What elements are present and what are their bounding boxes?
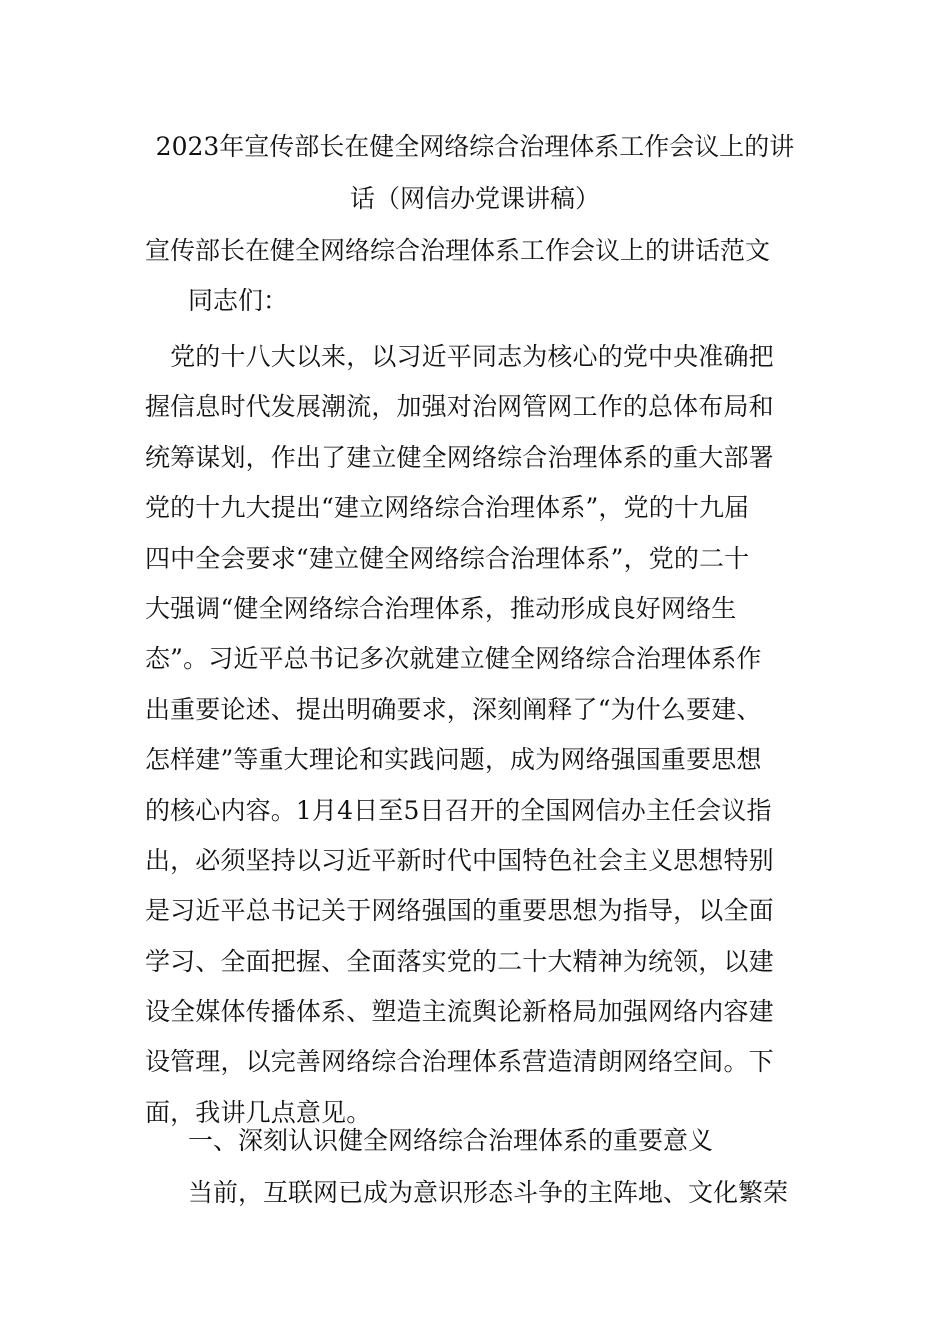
paragraph-line: 学习、全面把握、全面落实党的二十大精神为统领，以建 [145,946,774,976]
paragraph-line: 出，必须坚持以习近平新时代中国特色社会主义思想特别 [145,845,774,875]
title-line-2: 话（网信办党课讲稿） [349,184,600,213]
paragraph-line: 的核心内容。1月4日至5日召开的全国网信办主任会议指 [145,795,772,825]
paragraph-line: 面，我讲几点意见。 [145,1097,372,1127]
paragraph-line: 统筹谋划，作出了建立健全网络综合治理体系的重大部署 [145,442,774,472]
paragraph-line: 态”。习近平总书记多次就建立健全网络综合治理体系作 [145,644,762,674]
title-line-1: 2023年宣传部长在健全网络综合治理体系工作会议上的讲 [155,132,795,161]
paragraph-line: 握信息时代发展潮流，加强对治网管网工作的总体布局和 [145,392,774,422]
paragraph-line: 设管理，以完善网络综合治理体系营造清朗网络空间。下 [145,1047,774,1077]
document-subtitle: 宣传部长在健全网络综合治理体系工作会议上的讲话范文 [145,236,771,265]
salutation: 同志们： [188,286,289,315]
paragraph-1 [145,332,810,1138]
section-heading-1: 一、深刻认识健全网络综合治理体系的重要意义 [188,1126,714,1155]
paragraph-line: 是习近平总书记关于网络强国的重要思想为指导，以全面 [145,896,774,926]
paragraph-line: 设全媒体传播体系、塑造主流舆论新格局加强网络内容建 [145,997,774,1027]
paragraph-line: 大强调“健全网络综合治理体系，推动形成良好网络生 [145,593,737,623]
paragraph-line: 出重要论述、提出明确要求，深刻阐释了“为什么要建、 [145,694,762,724]
paragraph-line: 四中全会要求“建立健全网络综合治理体系”，党的二十 [145,543,750,573]
paragraph-line: 党的十八大以来，以习近平同志为核心的党中央准确把 [145,342,774,371]
paragraph-2-start: 当前，互联网已成为意识形态斗争的主阵地、文化繁荣 [188,1178,789,1207]
paragraph-line: 党的十九大提出“建立网络综合治理体系”，党的十九届 [145,493,750,523]
paragraph-line: 怎样建”等重大理论和实践问题，成为网络强国重要思想 [145,745,762,775]
